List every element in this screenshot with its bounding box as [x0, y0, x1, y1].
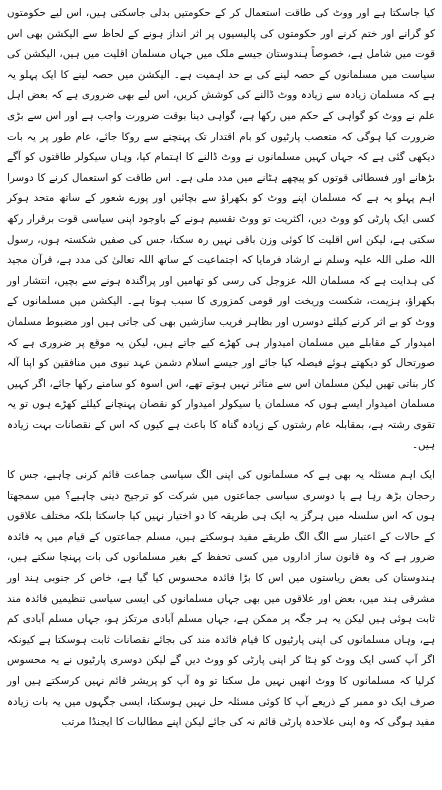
- paragraph-1: کیا جاسکتا ہے اور ووٹ کی طاقت استعمال کر کے حکومتیں بدلی جاسکتی ہیں، اس لیے حکومتوں کو گرانے اور ختم کرنے اور حکومتوں کی پالیسیوں پر اثر انداز ہونے کے لحاظ سے الیکشن بھی اس قوت میں شامل ہے، خصوصاً ہندوستان جیسے ملک میں جہاں مسلمان اقلیت میں ہیں، الیکشن کی سیاست میں مسلمانوں کے حصہ لینے کی بے حد اہمیت ہے۔ الیکشن میں حصہ لینے کا ایک پہلو یہ ہے کہ مسلمان زیادہ سے زیادہ ووٹ ڈالنے کی کوشش کریں، اس لیے بھی ضروری ہے کہ بعض اہل علم نے ووٹ کو گواہی کے حکم میں رکھا ہے، گواہی دینا بوقت ضرورت واجب ہے اور اس سے بڑی ضرورت کیا ہوگی کہ متعصب پارٹیوں کو بام اقتدار تک پہنچنے سے روکا جائے، عام طور پر یہ بات دیکھی گئی ہے کہ جہاں کہیں مسلمانوں نے ووٹ ڈالنے کا اہتمام کیا، وہاں سیکولر طاقتوں کو آگے بڑھانے اور فسطائی قوتوں کو پیچھے ہٹانے میں مدد ملی ہے۔ اس طاقت کو استعمال کرنے کا دوسرا اہم پہلو یہ ہے کہ مسلمان اپنے ووٹ کو بکھراؤ سے بچائیں اور پورے شعور کے ساتھ متحد ہوکر کسی ایک پارٹی کو ووٹ دیں، اکثریت تو ووٹ تقسیم ہونے کے باوجود اپنی سیاسی قوت برقرار رکھ سکتی ہے، لیکن اس اقلیت کا کوئی وزن باقی نہیں رہ سکتا، جس کی صفیں شکستہ ہوں، رسول اللہ صلی اللہ علیہ وسلم نے ارشاد فرمایا کہ اجتماعیت کے ساتھ اللہ تعالیٰ کی مدد ہے، قرآن مجید کی ہدایت ہے کہ مسلمان اللہ عزوجل کی رسی کو تھامیں اور پراگندہ ہونے سے بچیں، انتشار اور بکھراؤ، ہزیمت، شکست وریخت اور قومی کمزوری کا سبب ہوتا ہے۔ الیکشن میں مسلمانوں کے ووٹ کو بے اثر کرنے کیلئے دوسرں اور بظاہر فریب سازشیں بھی کی جاتی ہیں اور مضبوط مسلمان امیدوار کے مقابلے میں مسلمان امیدوار ہی کھڑے کیے جاتے ہیں، لیکن یہ موقع پر ضروری ہے کہ صورتحال کو دیکھتے ہوئے فیصلہ کیا جائے اور جیسے اسلام دشمن عہد نبوی میں منافقین کو اپنا آلہ کار بناتی تھیں لیکن مسلمان اس سے متاثر نہیں ہوتے تھے، اس اسوہ کو سامنے رکھا جائے، اگر کہیں مسلمان امیدوار ایسے ہوں کہ مسلمان یا سیکولر امیدوار کو نقصان پہنچانے کیلئے کھڑے ہوں تو یہ تقوی رشتہ ہے، بمقابلہ عام رشتوں کے زیادہ گناہ کا باعث ہے کیوں کہ اس کے نقصانات بہت زیادہ ہیں۔: [7, 7, 435, 452]
- paragraph-2: ایک اہم مسئلہ یہ بھی ہے کہ مسلمانوں کی اپنی الگ سیاسی جماعت قائم کرنی چاہیے، جس کا رحجان بڑھ رہا ہے یا دوسری سیاسی جماعتوں میں شرکت کو ترجیح دینی چاہیے؟ میں سمجھتا ہوں کہ اس سلسلہ میں ہرگز یہ ایک ہی طریقہ کا دو اختیار نہیں کیا جاسکتا بلکہ مختلف علاقوں کے حالات کے اعتبار سے الگ الگ طریقے مفید ہوسکتے ہیں، مسلم جماعتوں کے قیام میں یہ فائدہ ضرور ہے کہ وہ قانون ساز اداروں میں کسی تحفظ کے بغیر مسلمانوں کی بات پہنچا سکتے ہیں، ہندوستان کی بعض ریاستوں میں اس کا بڑا فائدہ محسوس کیا گیا ہے، خاص کر جنوبی ہند اور مشرقی ہند میں، بعض اور علاقوں میں بھی جہاں مسلمانوں کی ایسی سیاسی تنظیمیں فائدہ مند ثابت ہوئی ہیں لیکن یہ ہر جگہ پر ممکن ہے، جہاں مسلم آبادی مرتکز ہو، جہاں مسلم آبادی کم ہے، وہاں مسلمانوں کی اپنی پارٹیوں کا قیام فائدہ مند کی بجائے نقصانات ثابت ہوسکتا ہے کیونکہ اگر آپ کسی ایک ووٹ کو ہٹا کر اپنی پارٹی کو ووٹ دیں گے لیکن دوسری پارٹیوں نے یہ محسوس کرلیا کہ مسلمانوں کا ووٹ انھیں نہیں مل سکتا تو وہ آپ کو پریشر قائم نہیں کرسکتے ہیں اور صرف ایک دو ممبر کے ذریعے آپ کا کوئی مسئلہ حل نہیں ہوسکتا، ایسی جگہوں میں یہ بات زیادہ مفید ہوگی کہ وہ اپنی علاحدہ پارٹی قائم نہ کی جائے لیکن اپنے مطالبات کا ایجنڈا مرتب: [7, 469, 435, 729]
